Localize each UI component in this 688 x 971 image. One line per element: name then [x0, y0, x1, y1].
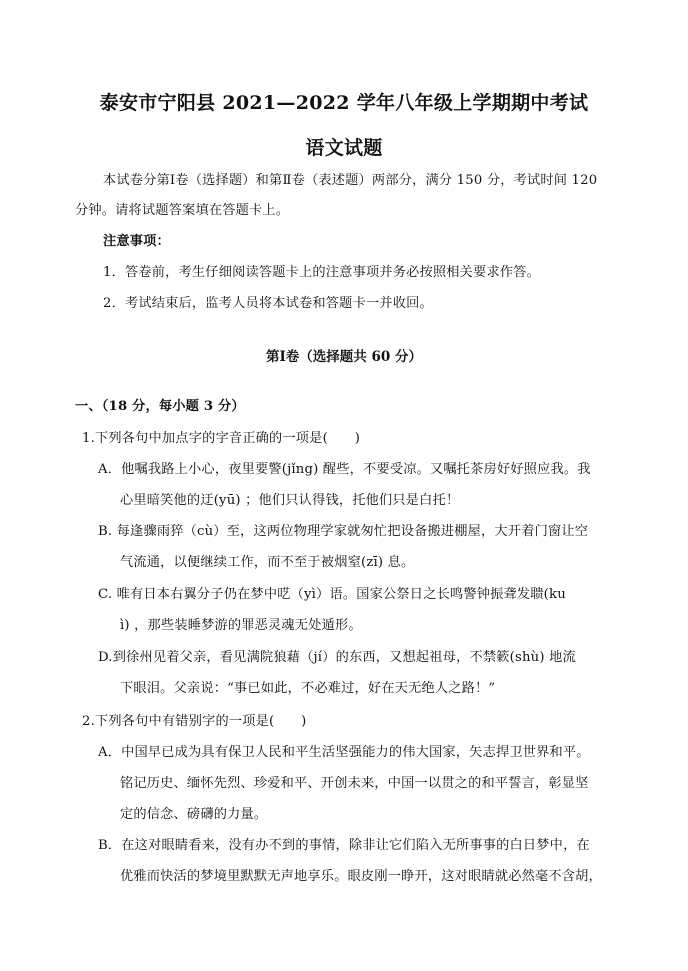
- intro-line-2: 分钟。请将试题答案填在答题卡上。: [75, 203, 290, 218]
- option-line: B．在这对眼睛看来，没有办不到的事情，除非让它们陷入无所事事的白日梦中，在: [98, 838, 590, 853]
- option-line: C. 唯有日本右翼分子仍在梦中呓（yì）语。国家公祭日之长鸣警钟振聋发聩(ku: [98, 587, 566, 602]
- notes-heading: 注意事项：: [103, 234, 170, 249]
- option-line: 心里暗笑他的迂(yū) ；他们只认得钱，托他们只是白托！: [120, 493, 460, 508]
- option-line: B. 每逢骤雨猝（cù）至，这两位物理学家就匆忙把设备搬进棚屋，大开着门窗让空: [98, 524, 589, 539]
- section1-heading: 一、（18 分，每小题 3 分）: [75, 399, 245, 414]
- option-line: 气流通，以便继续工作，而不至于被烟窒(zī) 息。: [120, 555, 415, 570]
- option-line: 定的信念、磅礴的力量。: [120, 807, 268, 822]
- option-line: A．中国早已成为具有保卫人民和平生活坚强能力的伟大国家，矢志捍卫世界和平。: [98, 745, 590, 760]
- part1-heading: 第Ⅰ卷（选择题共 60 分）: [265, 349, 422, 365]
- option-line: 优雅而快活的梦境里默默无声地享乐。眼皮刚一睁开，这对眼睛就必然毫不含胡，: [120, 869, 602, 884]
- option-line: ì) ，那些装睡梦游的罪恶灵魂无处遁形。: [120, 618, 362, 633]
- exam-subtitle: 语文试题: [305, 137, 383, 159]
- option-line: 铭记历史、缅怀先烈、珍爱和平、开创未来，中国一以贯之的和平誓言，彰显坚: [120, 776, 589, 791]
- note-item: 1．答卷前，考生仔细阅读答题卡上的注意事项并务必按照相关要求作答。: [103, 265, 540, 280]
- option-line: 下眼泪。父亲说：“事已如此，不必难过，好在天无绝人之路！”: [120, 681, 496, 696]
- exam-title: 泰安市宁阳县 2021—2022 学年八年级上学期期中考试: [99, 92, 589, 114]
- note-item: 2．考试结束后，监考人员将本试卷和答题卡一并收回。: [103, 296, 433, 311]
- option-line: D.到徐州见着父亲，看见满院狼藉（jí）的东西，又想起祖母，不禁簌(shù) 地流: [98, 650, 576, 665]
- option-line: A．他嘱我路上小心，夜里要警(jǐng) 醒些，不要受凉。又嘱托茶房好好照应我。我: [98, 462, 591, 477]
- intro-line-1: 本试卷分第Ⅰ卷（选择题）和第Ⅱ卷（表述题）两部分，满分 150 分，考试时间 120: [103, 173, 598, 188]
- question-stem: 2.下列各句中有错别字的一项是( ): [82, 714, 307, 729]
- question-stem: 1.下列各句中加点字的字音正确的一项是( ): [82, 431, 361, 446]
